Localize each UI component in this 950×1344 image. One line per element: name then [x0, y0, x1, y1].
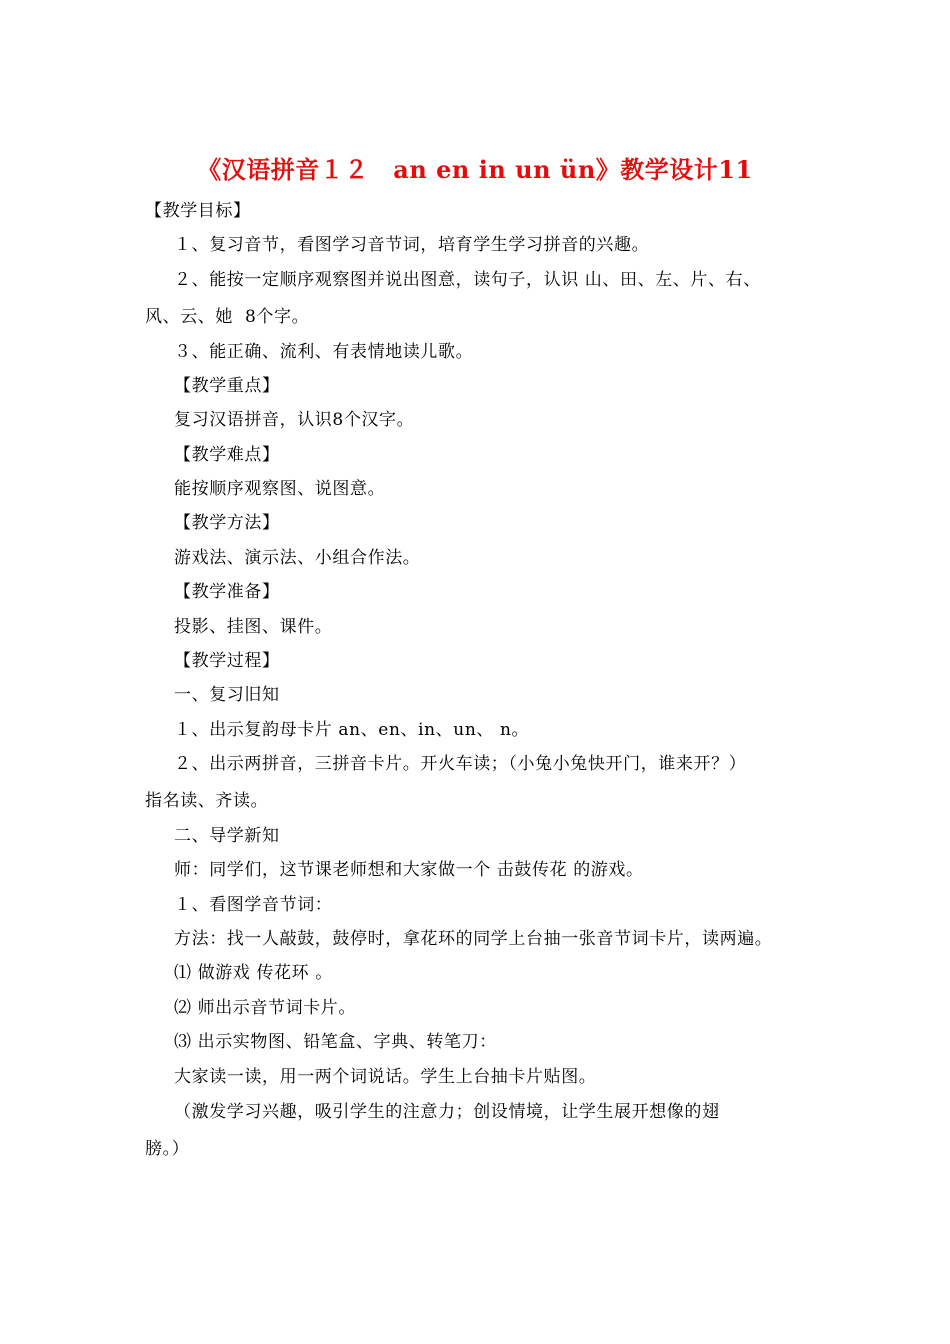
section-heading-process: 【教学过程】 — [174, 651, 280, 671]
paragraph-line: 师：同学们，这节课老师想和大家做一个 击鼓传花 的游戏。 — [174, 860, 644, 880]
subheading-review: 一、复习旧知 — [174, 685, 280, 705]
paragraph-line: ⑵ 师出示音节词卡片。 — [174, 998, 357, 1018]
section-heading-methods: 【教学方法】 — [174, 513, 280, 533]
paragraph-line: １、看图学音节词： — [174, 895, 333, 915]
paragraph-line: ２、出示两拼音，三拼音卡片。开火车读；（小兔小兔快开门，谁来开？） — [174, 754, 747, 774]
paragraph-line: １、出示复韵母卡片 an、en、in、un、 n。 — [174, 720, 530, 740]
paragraph-line: 指名读、齐读。 — [145, 791, 269, 811]
document-title: 《汉语拼音１２ an en in un ün》教学设计11 — [197, 155, 753, 184]
paragraph-line: （激发学习兴趣，吸引学生的注意力；创设情境，让学生展开想像的翅 — [174, 1102, 720, 1122]
paragraph-line: 风、云、她 8个字。 — [145, 307, 310, 327]
section-heading-difficulties: 【教学难点】 — [174, 445, 280, 465]
section-heading-preparation: 【教学准备】 — [174, 582, 280, 602]
paragraph-line: 膀。） — [145, 1139, 190, 1159]
paragraph-line: 复习汉语拼音，认识8个汉字。 — [174, 410, 415, 430]
paragraph-line: ２、能按一定顺序观察图并说出图意，读句子，认识 山、田、左、片、右、 — [174, 270, 761, 290]
paragraph-line: 大家读一读，用一两个词说话。学生上台抽卡片贴图。 — [174, 1067, 597, 1087]
section-heading-objectives: 【教学目标】 — [145, 201, 251, 221]
paragraph-line: 投影、挂图、课件。 — [174, 617, 333, 637]
paragraph-line: ⑴ 做游戏 传花环 。 — [174, 963, 333, 983]
paragraph-line: １、复习音节，看图学习音节词，培育学生学习拼音的兴趣。 — [174, 235, 650, 255]
paragraph-line: 游戏法、演示法、小组合作法。 — [174, 548, 421, 568]
paragraph-line: 能按顺序观察图、说图意。 — [174, 479, 386, 499]
paragraph-line: 方法：找一人敲鼓，鼓停时，拿花环的同学上台抽一张音节词卡片，读两遍。 — [174, 929, 773, 949]
paragraph-line: ３、能正确、流利、有表情地读儿歌。 — [174, 342, 474, 362]
paragraph-line: ⑶ 出示实物图、铅笔盒、字典、转笔刀： — [174, 1032, 497, 1052]
subheading-new-knowledge: 二、导学新知 — [174, 826, 280, 846]
section-heading-key-points: 【教学重点】 — [174, 376, 280, 396]
